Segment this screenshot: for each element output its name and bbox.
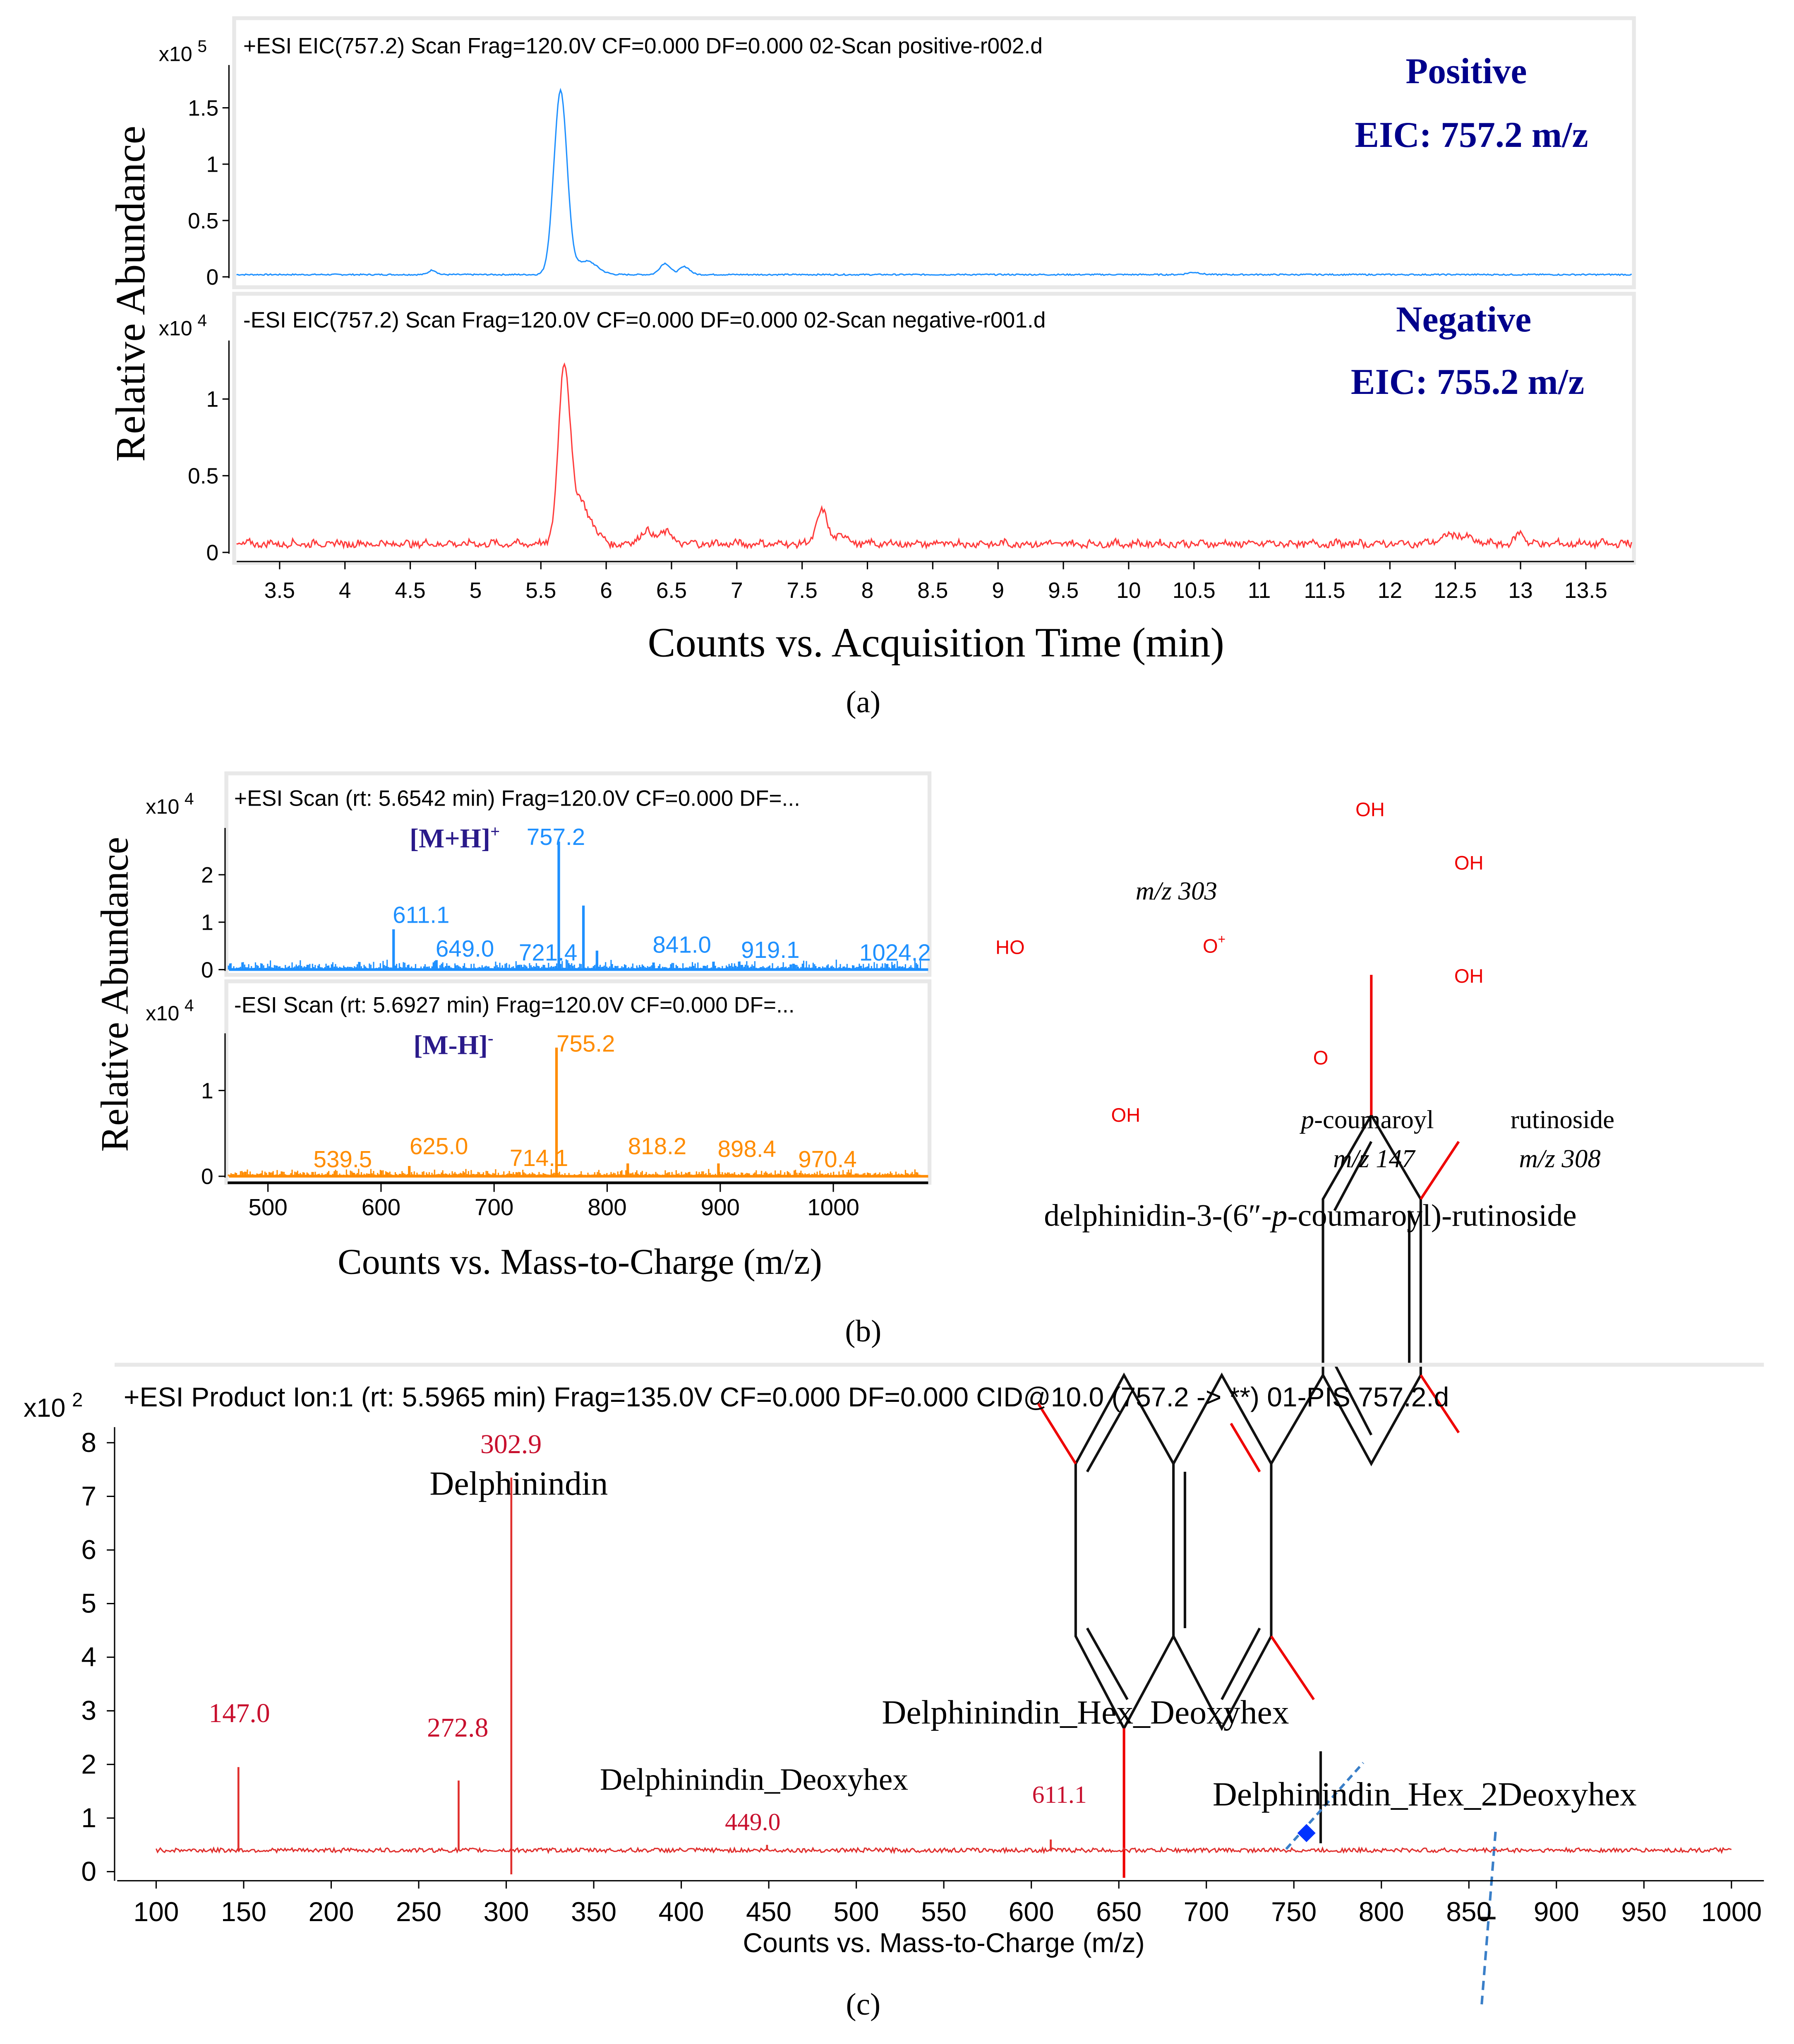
y-tick-label-a: 0.5 — [188, 464, 219, 489]
y-tick-label-b: 0 — [201, 1164, 213, 1189]
x-tick-label-a: 5 — [469, 578, 482, 603]
y-tick-label-b: 1 — [201, 1079, 213, 1104]
y-tick-label-a: 1 — [206, 152, 219, 177]
x-tick-label-c: 500 — [833, 1896, 879, 1927]
y-tick-label-a: 0 — [206, 540, 219, 565]
rutinoside-label: rutinoside — [1510, 1105, 1614, 1134]
eic-negative-title: -ESI EIC(757.2) Scan Frag=120.0V CF=0.000 DF=0.000 02-Scan negative-r001.d — [243, 308, 1046, 333]
ms-negative-title: -ESI Scan (rt: 5.6927 min) Frag=120.0V CF=0.000 DF=... — [234, 993, 795, 1018]
x-axis-label-a: Counts vs. Acquisition Time (min) — [648, 619, 1224, 666]
annotation-deoxyhex: Delphinindin_Deoxyhex — [600, 1762, 909, 1797]
x-tick-label-a: 6.5 — [656, 578, 687, 603]
annotation-delphinindin: Delphinindin — [429, 1464, 608, 1502]
y-tick-label-a: 1.5 — [188, 96, 219, 121]
x-tick-label-a: 7 — [730, 578, 743, 603]
x-tick-label-c: 950 — [1621, 1896, 1667, 1927]
peak-label-649.0: 649.0 — [435, 936, 494, 962]
y-axis-label-b: Relative Abundance — [93, 837, 137, 1152]
peak-label-272.8: 272.8 — [427, 1712, 489, 1743]
ether-oxygen: O — [1313, 1046, 1329, 1069]
peak-label-818.2: 818.2 — [628, 1133, 687, 1159]
peak-label-755.2: 755.2 — [556, 1030, 615, 1057]
scale-c: x10 $^2$ — [24, 1388, 83, 1423]
x-tick-label-c: 200 — [308, 1896, 354, 1927]
precursor-diamond-marker — [1298, 1824, 1316, 1842]
panel-b — [93, 773, 931, 1348]
peak-label-757.2: 757.2 — [526, 823, 585, 850]
x-tick-label-b: 800 — [588, 1194, 627, 1221]
x-tick-label-b: 700 — [475, 1194, 514, 1221]
x-tick-label-a: 12.5 — [1434, 578, 1477, 603]
peak-label-625.0: 625.0 — [410, 1133, 468, 1159]
x-tick-label-c: 300 — [483, 1896, 529, 1927]
y-tick-label-c: 8 — [81, 1427, 96, 1458]
peak-label-841.0: 841.0 — [652, 931, 711, 958]
x-tick-label-a: 11 — [1247, 578, 1271, 603]
x-tick-label-c: 650 — [1096, 1896, 1142, 1927]
x-tick-label-c: 350 — [571, 1896, 617, 1927]
x-tick-label-b: 900 — [700, 1194, 740, 1221]
y-tick-label-b: 0 — [201, 958, 213, 983]
y-tick-label-a: 0.5 — [188, 209, 219, 233]
product-ion-title: +ESI Product Ion:1 (rt: 5.5965 min) Frag=135.0V CF=0.000 DF=0.000 CID@10.0 (757.2 -> **) 01-PIS 757.2.d — [123, 1381, 1449, 1412]
compound-name: delphinidin-3-(6″-p-coumaroyl)-rutinoside — [1044, 1198, 1577, 1233]
x-tick-label-c: 700 — [1183, 1896, 1229, 1927]
y-tick-label-c: 5 — [81, 1588, 96, 1619]
mz303-label: m/z 303 — [1135, 876, 1217, 905]
y-tick-label-c: 6 — [81, 1534, 96, 1565]
peak-label-302.9: 302.9 — [480, 1429, 542, 1459]
x-tick-label-b: 500 — [248, 1194, 288, 1221]
y-axis-label-a: Relative Abundance — [107, 125, 154, 462]
ion-label-positive: [M+H]+ — [410, 822, 500, 854]
x-tick-label-b: 600 — [361, 1194, 401, 1221]
p-coumaroyl-label: p-coumaroyl — [1301, 1105, 1434, 1134]
ring-oxygen: O+ — [1202, 932, 1226, 957]
caption-b: (b) — [845, 1314, 882, 1348]
oh-right: OH — [1454, 852, 1484, 874]
ms-positive-title: +ESI Scan (rt: 5.6542 min) Frag=120.0V CF=0.000 DF=... — [234, 786, 801, 811]
peak-label-449.0: 449.0 — [725, 1808, 781, 1835]
x-tick-label-a: 10.5 — [1172, 578, 1216, 603]
oh-top: OH — [1355, 798, 1385, 820]
ion-label-negative: [M-H]- — [413, 1029, 494, 1060]
x-tick-label-c: 900 — [1533, 1896, 1579, 1927]
mz308-label: m/z 308 — [1519, 1144, 1601, 1173]
annotation-hex-deoxyhex: Delphinindin_Hex_Deoxyhex — [882, 1693, 1289, 1731]
y-tick-label-c: 4 — [81, 1641, 96, 1672]
y-tick-label-c: 1 — [81, 1802, 96, 1833]
y-tick-label-a: 1 — [206, 387, 219, 412]
panel-a — [107, 18, 1634, 719]
x-tick-label-a: 11.5 — [1304, 578, 1346, 603]
scale-bottom: x10 $^4$ — [158, 311, 207, 340]
x-tick-label-a: 13.5 — [1564, 578, 1607, 603]
ho-left: HO — [995, 936, 1025, 958]
positive-eic-label: EIC: 757.2 m/z — [1355, 115, 1588, 155]
x-tick-label-a: 5.5 — [525, 578, 556, 603]
y-tick-label-c: 3 — [81, 1695, 96, 1726]
x-tick-label-a: 4.5 — [395, 578, 426, 603]
peak-label-919.1: 919.1 — [741, 937, 800, 963]
scale-b-top: x10 $^4$ — [146, 789, 194, 818]
scale-top: x10 $^5$ — [158, 36, 207, 66]
negative-label: Negative — [1396, 300, 1532, 340]
annotation-hex-2deoxyhex: Delphinindin_Hex_2Deoxyhex — [1212, 1775, 1637, 1813]
x-tick-label-c: 150 — [221, 1896, 266, 1927]
peak-label-970.4: 970.4 — [798, 1146, 857, 1172]
x-tick-label-c: 550 — [921, 1896, 967, 1927]
peak-label-611.1: 611.1 — [393, 902, 450, 928]
y-tick-label-c: 0 — [81, 1856, 96, 1887]
peak-label-147.0: 147.0 — [209, 1698, 270, 1729]
x-tick-label-a: 3.5 — [264, 578, 295, 603]
x-tick-label-a: 7.5 — [787, 578, 818, 603]
y-tick-label-b: 2 — [201, 863, 213, 888]
x-tick-label-c: 600 — [1008, 1896, 1054, 1927]
x-tick-label-a: 9 — [992, 578, 1005, 603]
x-tick-label-c: 1000 — [1701, 1896, 1762, 1927]
x-tick-label-b: 1000 — [807, 1194, 859, 1221]
x-tick-label-c: 800 — [1358, 1896, 1404, 1927]
y-tick-label-c: 7 — [81, 1480, 96, 1511]
x-tick-label-c: 750 — [1271, 1896, 1317, 1927]
atom-labels — [995, 799, 1484, 1126]
mz147-label: m/z 147 — [1333, 1144, 1415, 1173]
peak-label-721.4: 721.4 — [518, 939, 578, 966]
peak-label-898.4: 898.4 — [717, 1135, 776, 1162]
peak-label-611.1: 611.1 — [1032, 1780, 1087, 1808]
peak-label-539.5: 539.5 — [313, 1146, 372, 1172]
x-tick-label-a: 12 — [1377, 578, 1403, 603]
x-tick-label-c: 250 — [396, 1896, 442, 1927]
x-tick-label-a: 8.5 — [917, 578, 948, 603]
caption-c: (c) — [846, 1987, 881, 2022]
x-tick-label-a: 10 — [1116, 578, 1141, 603]
eic-positive-title: +ESI EIC(757.2) Scan Frag=120.0V CF=0.000 DF=0.000 02-Scan positive-r002.d — [243, 34, 1043, 58]
x-tick-label-c: 450 — [746, 1896, 792, 1927]
scale-b-bottom: x10 $^4$ — [146, 996, 194, 1025]
peak-label-714.1: 714.1 — [509, 1144, 568, 1171]
x-axis-label-b: Counts vs. Mass-to-Charge (m/z) — [338, 1242, 822, 1282]
y-tick-label-c: 2 — [81, 1749, 96, 1780]
positive-label: Positive — [1405, 51, 1527, 92]
oh-bottom: OH — [1111, 1104, 1141, 1126]
x-tick-label-c: 100 — [133, 1896, 179, 1927]
x-tick-label-a: 13 — [1508, 578, 1533, 603]
x-tick-label-a: 6 — [600, 578, 612, 603]
x-tick-label-a: 8 — [861, 578, 874, 603]
x-axis-label-c: Counts vs. Mass-to-Charge (m/z) — [743, 1927, 1145, 1958]
x-tick-label-c: 400 — [658, 1896, 704, 1927]
oh-lower: OH — [1454, 964, 1484, 987]
x-tick-label-c: 850 — [1446, 1896, 1492, 1927]
peak-label-1024.2: 1024.2 — [859, 939, 931, 966]
y-tick-label-a: 0 — [206, 265, 219, 290]
x-tick-label-a: 4 — [338, 578, 351, 603]
x-tick-label-a: 9.5 — [1048, 578, 1079, 603]
y-tick-label-b: 1 — [201, 910, 213, 935]
negative-eic-label: EIC: 755.2 m/z — [1350, 362, 1585, 402]
caption-a: (a) — [846, 685, 881, 720]
panel-c — [24, 1365, 1764, 2022]
